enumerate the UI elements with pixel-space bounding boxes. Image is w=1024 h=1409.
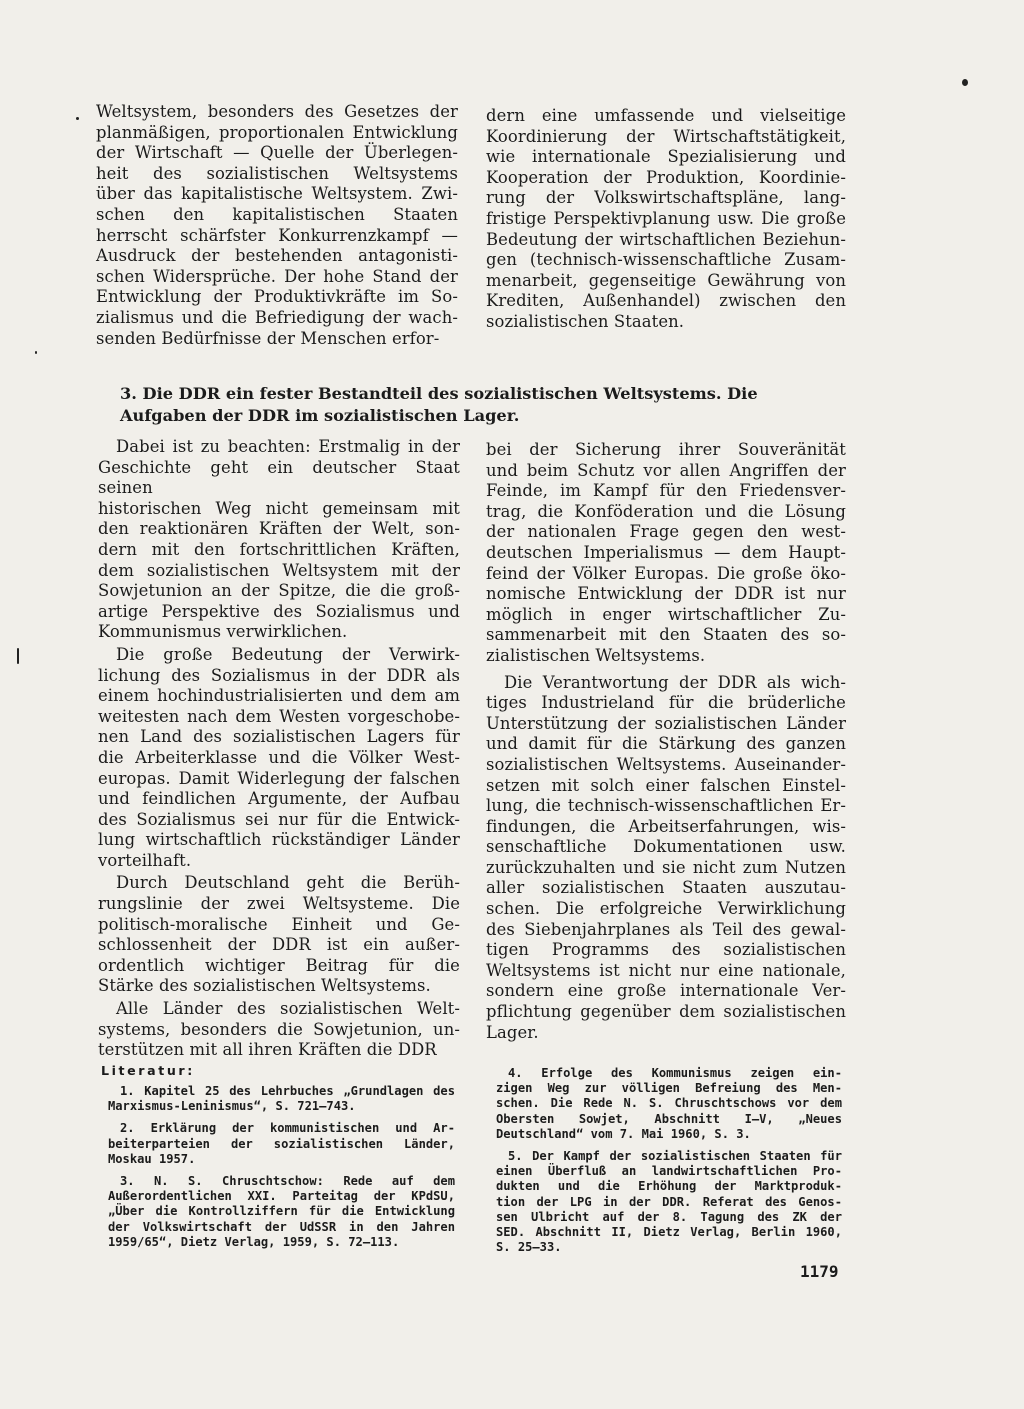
text-line: Geschichte geht ein deutscher Staat seinen [98, 457, 460, 498]
text-line: Entwicklung der Produktivkräfte im So- [96, 287, 458, 307]
text-line: tion der LPG in der DDR. Referat des Genos- [496, 1194, 842, 1209]
text-line: dukten und die Erhöhung der Marktproduk- [496, 1179, 842, 1194]
text-line: sen Ulbricht auf der 8. Tagung des ZK der [496, 1209, 842, 1224]
margin-dash-mark [17, 648, 19, 664]
text-line: gen (technisch-wissenschaftliche Zusam- [486, 250, 846, 270]
paragraph [98, 999, 460, 1061]
text-line: lung wirtschaftlich rückständiger Länder [98, 830, 460, 850]
text-line: Lager. [486, 1022, 539, 1042]
text-line: beiterparteien der sozialistischen Länder, [108, 1136, 455, 1151]
text-line: bei der Sicherung ihrer Souveränität [486, 440, 846, 459]
margin-dot-mark [962, 79, 968, 86]
text-line: einem hochindustrialisierten und dem am [98, 686, 460, 706]
literature-left-column [108, 1084, 455, 1257]
text-line: möglich in enger wirtschaftlicher Zu- [486, 604, 846, 624]
text-line: europas. Damit Widerlegung der falschen [98, 768, 460, 788]
text-line: Weltsystems ist nicht nur eine nationale, [486, 960, 846, 980]
text-line: schen den kapitalistischen Staaten [96, 204, 458, 224]
text-line: politisch-moralische Einheit und Ge- [98, 914, 460, 934]
top-left-column [96, 102, 458, 349]
text-line: Dabei ist zu beachten: Erstmalig in der [116, 437, 460, 456]
text-line: 2. Erklärung der kommunistischen und Ar- [120, 1121, 455, 1136]
text-line: Moskau 1957. [108, 1151, 196, 1166]
text-line: 1959/65“, Dietz Verlag, 1959, S. 72—113. [108, 1234, 400, 1249]
body-right-column [486, 440, 846, 1043]
literature-entry [108, 1121, 455, 1167]
text-line: schen. Die Rede N. S. Chruschtschows vor dem [496, 1096, 842, 1111]
text-line: rung der Volkswirtschaftspläne, lang- [486, 188, 846, 208]
text-line: schen Widersprüche. Der hohe Stand der [96, 266, 458, 286]
text-line: ordentlich wichtiger Beitrag für die [98, 955, 460, 975]
text-line: Koordinierung der Wirtschaftstätigkeit, [486, 126, 846, 146]
literature-entry [108, 1174, 455, 1250]
text-line: sondern eine große internationale Ver- [486, 981, 846, 1001]
text-line: dern mit den fortschrittlichen Kräften, [98, 539, 460, 559]
text-line: systems, besonders die Sowjetunion, un- [98, 1019, 460, 1039]
text-line: senden Bedürfnisse der Menschen erfor- [96, 328, 440, 348]
paragraph [486, 106, 846, 333]
text-line: senschaftliche Dokumentationen usw. [486, 837, 846, 857]
literature-right-column [496, 1066, 842, 1262]
text-line: Deutschland“ vom 7. Mai 1960, S. 3. [496, 1126, 751, 1141]
text-line: des Sozialismus sei nur für die Entwick- [98, 809, 460, 829]
text-line: die Arbeiterklasse und die Völker West- [98, 747, 460, 767]
section-heading: 3. Die DDR ein fester Bestandteil des sozialistischen Weltsystems. Die Aufgaben der DDR im sozialistischen Lager. [120, 384, 758, 425]
paragraph [96, 102, 458, 349]
text-line: feind der Völker Europas. Die große öko- [486, 563, 846, 583]
text-line: Die große Bedeutung der Verwirk- [116, 644, 460, 664]
text-line: Durch Deutschland geht die Berüh- [116, 873, 460, 893]
text-line: deutschen Imperialismus — dem Haupt- [486, 542, 846, 562]
text-line: artige Perspektive des Sozialismus und [98, 601, 460, 621]
text-line: vorteilhaft. [98, 850, 192, 870]
literature-entry [108, 1084, 455, 1114]
text-line: schen. Die erfolgreiche Verwirklichung [486, 899, 846, 919]
text-line: heit des sozialistischen Weltsystems [96, 163, 458, 183]
text-line: und damit für die Stärkung des ganzen [486, 734, 846, 754]
text-line: tiges Industrieland für die brüderliche [486, 693, 846, 713]
text-line: des Siebenjahrplanes als Teil des gewal- [486, 919, 846, 939]
text-line: findungen, die Arbeitserfahrungen, wis- [486, 816, 846, 836]
text-line: Ausdruck der bestehenden antagonisti- [96, 246, 458, 266]
paragraph [98, 873, 460, 997]
literature-title: Literatur: [101, 1063, 195, 1078]
text-line: terstützen mit all ihren Kräften die DDR [98, 1040, 437, 1060]
margin-dot-mark [35, 351, 37, 354]
text-line: Feinde, im Kampf für den Friedensver- [486, 481, 846, 501]
text-line: „Über die Kontrollziffern für die Entwicklung [108, 1204, 455, 1219]
text-line: sozialistischen Weltsystems. Auseinander- [486, 754, 846, 774]
text-line: Sowjetunion an der Spitze, die die groß- [98, 581, 460, 601]
text-line: schlossenheit der DDR ist ein außer- [98, 935, 460, 955]
text-line: Marxismus-Leninismus“, S. 721—743. [108, 1099, 356, 1114]
text-line: 3. N. S. Chruschtschow: Rede auf dem [120, 1174, 455, 1189]
text-line: Die Verantwortung der DDR als wich- [504, 672, 846, 692]
text-line: 5. Der Kampf der sozialistischen Staaten für [508, 1149, 842, 1164]
text-line: wie internationale Spezialisierung und [486, 147, 846, 167]
text-line: Unterstützung der sozialistischen Länder [486, 713, 846, 733]
text-line: Weltsystem, besonders des Gesetzes der [96, 102, 458, 121]
page-number: 1179 [800, 1262, 839, 1281]
text-line: sozialistischen Staaten. [486, 311, 685, 331]
text-line: Stärke des sozialistischen Weltsystems. [98, 976, 431, 996]
text-line: Obersten Sowjet, Abschnitt I—V, „Neues [496, 1111, 842, 1126]
text-line: der nationalen Frage gegen den west- [486, 522, 846, 542]
text-line: zialismus und die Befriedigung der wach- [96, 307, 458, 327]
text-line: und feindlichen Argumente, der Aufbau [98, 789, 460, 809]
paragraph [486, 440, 846, 667]
paragraph [98, 437, 460, 643]
text-line: den reaktionären Kräften der Welt, son- [98, 519, 460, 539]
literature-entry [496, 1149, 842, 1255]
text-line: Bedeutung der wirtschaftlichen Beziehun- [486, 229, 846, 249]
text-line: pflichtung gegenüber dem sozialistischen [486, 1002, 846, 1022]
text-line: 4. Erfolge des Kommunismus zeigen ein- [508, 1066, 842, 1080]
text-line: Alle Länder des sozialistischen Welt- [116, 999, 460, 1019]
text-line: über das kapitalistische Weltsystem. Zwi- [96, 184, 458, 204]
text-line: aller sozialistischen Staaten auszutau- [486, 878, 846, 898]
text-line: SED. Abschnitt II, Dietz Verlag, Berlin 1960, [496, 1225, 842, 1240]
text-line: tigen Programms des sozialistischen [486, 940, 846, 960]
text-line: lung, die technisch-wissenschaftlichen Er- [486, 796, 846, 816]
text-line: setzen mit solch einer falschen Einstel- [486, 775, 846, 795]
top-right-column [486, 106, 846, 333]
text-line: und beim Schutz vor allen Angriffen der [486, 460, 846, 480]
text-line: zigen Weg zur völligen Befreiung des Men- [496, 1081, 842, 1096]
text-line: lichung des Sozialismus in der DDR als [98, 665, 460, 685]
text-line: Kooperation der Produktion, Koordinie- [486, 167, 846, 187]
text-line: der Wirtschaft — Quelle der Überlegen- [96, 143, 458, 163]
text-line: rungslinie der zwei Weltsysteme. Die [98, 894, 460, 914]
text-line: 1. Kapitel 25 des Lehrbuches „Grundlagen des [120, 1084, 455, 1098]
text-line: nomische Entwicklung der DDR ist nur [486, 584, 846, 604]
text-line: menarbeit, gegenseitige Gewährung von [486, 270, 846, 290]
text-line: S. 25—33. [496, 1240, 562, 1255]
body-left-column [98, 437, 460, 1061]
text-line: dem sozialistischen Weltsystem mit der [98, 560, 460, 580]
margin-dot-mark [76, 117, 79, 120]
text-line: Außerordentlichen XXI. Parteitag der KPdSU, [108, 1189, 455, 1204]
text-line: der Volkswirtschaft der UdSSR in den Jahren [108, 1219, 455, 1234]
text-line: nen Land des sozialistischen Lagers für [98, 727, 460, 747]
text-line: zialistischen Weltsystems. [486, 645, 706, 665]
paragraph [98, 645, 460, 872]
literature-entry [496, 1066, 842, 1142]
text-line: zurückzuhalten und sie nicht zum Nutzen [486, 857, 846, 877]
text-line: planmäßigen, proportionalen Entwicklung [96, 122, 458, 142]
text-line: sammenarbeit mit den Staaten des so- [486, 625, 846, 645]
text-line: trag, die Konföderation und die Lösung [486, 501, 846, 521]
text-line: Kommunismus verwirklichen. [98, 622, 348, 642]
text-line: herrscht schärfster Konkurrenzkampf — [96, 225, 458, 245]
text-line: historischen Weg nicht gemeinsam mit [98, 498, 460, 518]
text-line: fristige Perspektivplanung usw. Die große [486, 208, 846, 228]
paragraph [486, 673, 846, 1044]
text-line: einen Überfluß an landwirtschaftlichen Pro- [496, 1164, 842, 1179]
text-line: weitesten nach dem Westen vorgeschobe- [98, 706, 460, 726]
text-line: Krediten, Außenhandel) zwischen den [486, 291, 846, 311]
text-line: dern eine umfassende und vielseitige [486, 106, 846, 125]
